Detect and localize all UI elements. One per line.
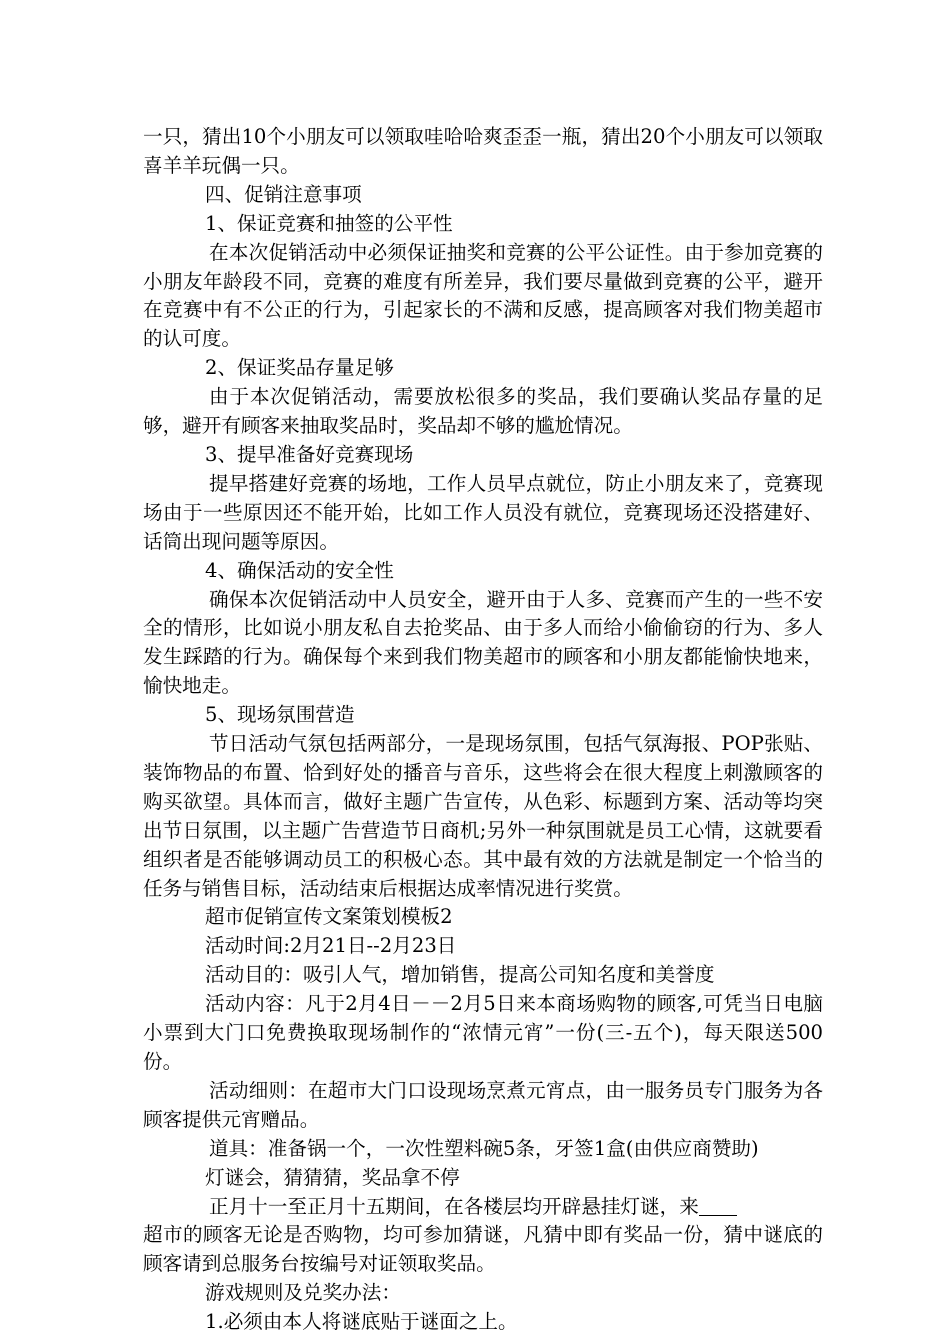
paragraph: 活动时间:2月21日--2月23日 <box>205 934 457 958</box>
paragraph: 超市的顾客无论是否购物，均可参加猜谜，凡猜中即有奖品一份，猜中谜底的顾客请到总服务台按编号对证领取奖品。 <box>143 1223 823 1276</box>
paragraph: 提早搭建好竞赛的场地，工作人员早点就位，防止小朋友来了，竞赛现场由于一些原因还不能开始，比如工作人员没有就位，竞赛现场还没搭建好、话筒出现问题等原因。 <box>143 471 823 553</box>
paragraph: 活动目的：吸引人气，增加销售，提高公司知名度和美誉度 <box>205 963 715 987</box>
subheading: 3、提早准备好竞赛现场 <box>205 442 414 466</box>
template-title: 超市促销宣传文案策划模板2 <box>205 905 453 929</box>
paragraph: 活动内容：凡于2月4日－－2月5日来本商场购物的顾客,可凭当日电脑小票到大门口免费换取现场制作的“浓情元宵”一份(三-五个)，每天限送500份。 <box>143 992 823 1073</box>
blank-underline <box>699 1197 737 1216</box>
subheading: 1、保证竞赛和抽签的公平性 <box>205 211 453 235</box>
subheading: 灯谜会，猜猜猜，奖品拿不停 <box>205 1165 460 1189</box>
subheading: 5、现场氛围营造 <box>205 703 355 727</box>
section-heading: 四、促销注意事项 <box>205 182 362 206</box>
document-body <box>143 123 823 1337</box>
paragraph: 1.必须由本人将谜底贴于谜面之上。 <box>205 1310 518 1334</box>
paragraph-text: 正月十一至正月十五期间，在各楼层均开辟悬挂灯谜，来 <box>209 1194 699 1218</box>
paragraph: 节日活动气氛包括两部分，一是现场氛围，包括气氛海报、POP张贴、装饰物品的布置、恰到好处的播音与音乐，这些将会在很大程度上刺激顾客的购买欲望。具体而言，做好主题广告宣传，从色彩、标题到方案、活动等均突出节日氛围，以主题广告营造节日商机;另外一种氛围就是员工心情，这就要看组织者是否能够调动员工的积极心态。其中最有效的方法就是制定一个恰当的任务与销售目标，活动结束后根据达成率情况进行奖赏。 <box>143 732 823 900</box>
paragraph: 确保本次促销活动中人员安全，避开由于人多、竞赛而产生的一些不安全的情形，比如说小朋友私自去抢奖品、由于多人而给小偷偷窃的行为、多人发生踩踏的行为。确保每个来到我们物美超市的顾客和小朋友都能愉快地来，愉快地走。 <box>143 587 823 698</box>
paragraph <box>143 1193 823 1222</box>
paragraph: 在本次促销活动中必须保证抽奖和竞赛的公平公证性。由于参加竞赛的小朋友年龄段不同，竞赛的难度有所差异，我们要尽量做到竞赛的公平，避开在竞赛中有不公正的行为，引起家长的不满和反感，提高顾客对我们物美超市的认可度。 <box>143 240 823 351</box>
subheading: 4、确保活动的安全性 <box>205 558 394 582</box>
subheading: 游戏规则及兑奖办法： <box>205 1281 401 1305</box>
subheading: 2、保证奖品存量足够 <box>205 356 394 380</box>
paragraph: 由于本次促销活动，需要放松很多的奖品，我们要确认奖品存量的足够，避开有顾客来抽取奖品时，奖品却不够的尴尬情况。 <box>143 385 823 438</box>
paragraph: 道具：准备锅一个，一次性塑料碗5条，牙签1盒(由供应商赞助) <box>209 1136 759 1160</box>
paragraph: 一只，猜出10个小朋友可以领取哇哈哈爽歪歪一瓶，猜出20个小朋友可以领取喜羊羊玩偶一只。 <box>143 125 823 177</box>
paragraph: 活动细则：在超市大门口设现场烹煮元宵点，由一服务员专门服务为各顾客提供元宵赠品。 <box>143 1078 823 1131</box>
